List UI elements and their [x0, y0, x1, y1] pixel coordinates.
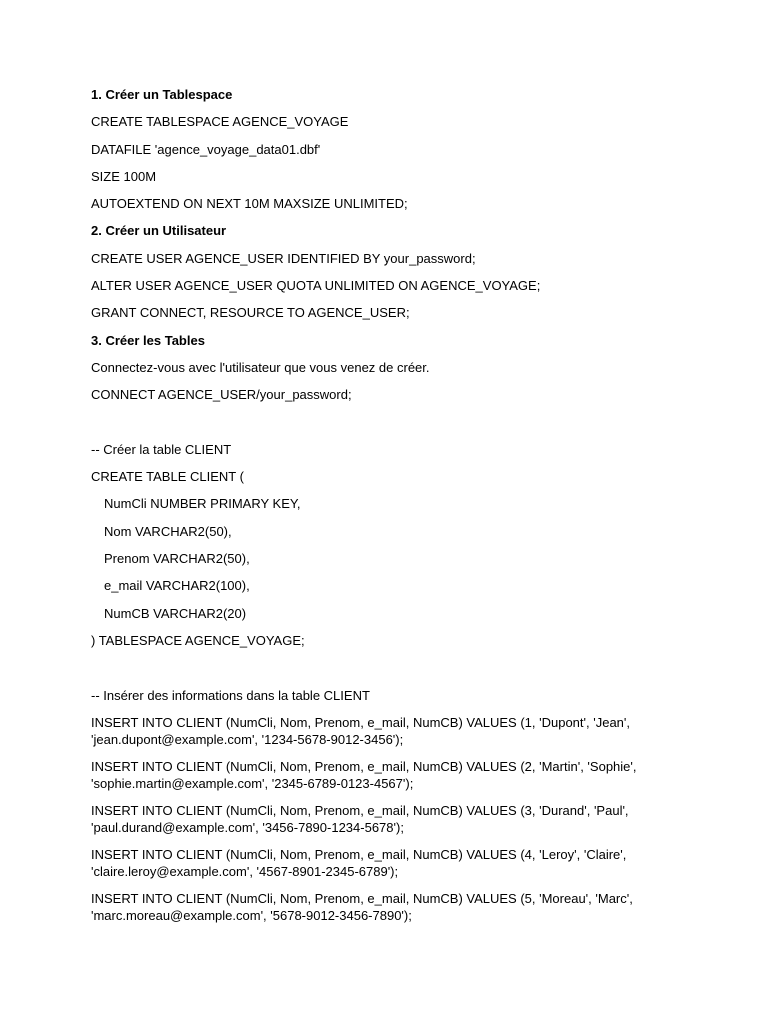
insert-line: 'claire.leroy@example.com', '4567-8901-2345-6789'); [91, 863, 399, 879]
code-line: GRANT CONNECT, RESOURCE TO AGENCE_USER; [91, 305, 410, 321]
insert-statement [91, 802, 651, 836]
sql-comment: -- Créer la table CLIENT [91, 441, 232, 457]
insert-statement [91, 846, 651, 880]
document-page [91, 86, 651, 934]
intro-text: Connectez-vous avec l'utilisateur que vous venez de créer. [91, 359, 430, 375]
insert-statement [91, 890, 651, 924]
insert-statement [91, 714, 651, 748]
insert-line: INSERT INTO CLIENT (NumCli, Nom, Prenom, e_mail, NumCB) VALUES (5, 'Moreau', 'Marc', [91, 890, 633, 906]
code-line: CREATE TABLESPACE AGENCE_VOYAGE [91, 114, 349, 130]
column-definition: Prenom VARCHAR2(50), [104, 551, 250, 567]
insert-line: 'paul.durand@example.com', '3456-7890-1234-5678'); [91, 819, 404, 835]
insert-line: INSERT INTO CLIENT (NumCli, Nom, Prenom, e_mail, NumCB) VALUES (2, 'Martin', 'Sophie', [91, 758, 637, 774]
code-line: SIZE 100M [91, 168, 157, 184]
code-line: CONNECT AGENCE_USER/your_password; [91, 387, 352, 403]
code-line: ALTER USER AGENCE_USER QUOTA UNLIMITED ON AGENCE_VOYAGE; [91, 278, 541, 294]
code-line: CREATE USER AGENCE_USER IDENTIFIED BY your_password; [91, 250, 476, 266]
blank-line [91, 659, 651, 676]
column-definition: NumCli NUMBER PRIMARY KEY, [104, 496, 301, 512]
column-definition: Nom VARCHAR2(50), [104, 523, 232, 539]
column-definition: NumCB VARCHAR2(20) [104, 605, 247, 621]
insert-line: INSERT INTO CLIENT (NumCli, Nom, Prenom, e_mail, NumCB) VALUES (3, 'Durand', 'Paul', [91, 802, 629, 818]
blank-line [91, 414, 651, 431]
section-heading-user: 2. Créer un Utilisateur [91, 223, 227, 239]
insert-line: 'sophie.martin@example.com', '2345-6789-0123-4567'); [91, 775, 414, 791]
section-heading-tablespace: 1. Créer un Tablespace [91, 87, 233, 102]
insert-statement [91, 758, 651, 792]
section-heading-tables: 3. Créer les Tables [91, 332, 205, 348]
code-line: ) TABLESPACE AGENCE_VOYAGE; [91, 632, 305, 648]
code-line: DATAFILE 'agence_voyage_data01.dbf' [91, 141, 321, 157]
insert-line: INSERT INTO CLIENT (NumCli, Nom, Prenom, e_mail, NumCB) VALUES (1, 'Dupont', 'Jean', [91, 714, 630, 730]
sql-comment: -- Insérer des informations dans la table CLIENT [91, 687, 370, 703]
code-line: CREATE TABLE CLIENT ( [91, 469, 244, 485]
insert-line: INSERT INTO CLIENT (NumCli, Nom, Prenom, e_mail, NumCB) VALUES (4, 'Leroy', 'Claire', [91, 846, 627, 862]
insert-line: 'jean.dupont@example.com', '1234-5678-9012-3456'); [91, 731, 404, 747]
insert-line: 'marc.moreau@example.com', '5678-9012-3456-7890'); [91, 907, 412, 923]
code-line: AUTOEXTEND ON NEXT 10M MAXSIZE UNLIMITED; [91, 196, 408, 212]
column-definition: e_mail VARCHAR2(100), [104, 578, 250, 594]
